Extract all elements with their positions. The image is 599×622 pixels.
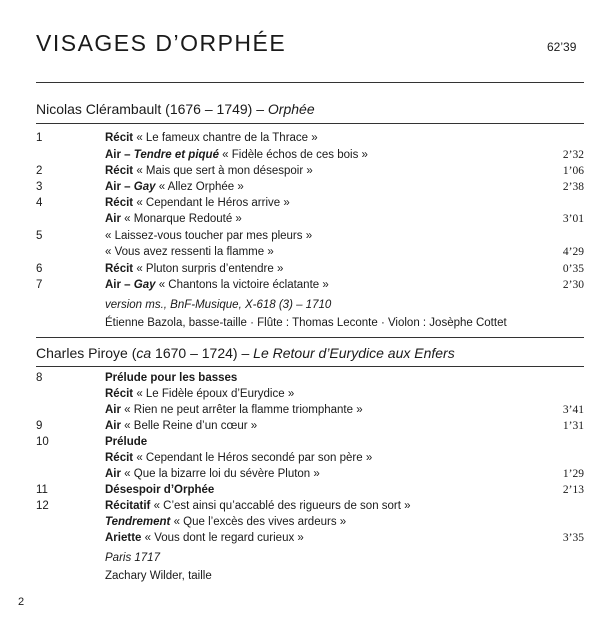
source-note: version ms., BnF-Musique, X-618 (3) – 1710 bbox=[105, 299, 332, 311]
track-number: 8 bbox=[36, 372, 43, 384]
section2-divider bbox=[36, 366, 584, 367]
track-number: 6 bbox=[36, 263, 43, 275]
track-line: Air « Monarque Redouté » bbox=[105, 213, 242, 225]
track-line: Air « Belle Reine d’un cœur » bbox=[105, 420, 258, 432]
track-line: Prélude bbox=[105, 436, 148, 448]
track-duration: 4’29 bbox=[562, 246, 584, 258]
track-line: Air – Gay « Allez Orphée » bbox=[105, 181, 244, 193]
track-line: Récit « Le fameux chantre de la Thrace » bbox=[105, 132, 318, 144]
track-line: Désespoir d’Orphée bbox=[105, 484, 215, 496]
work-title: Orphée bbox=[267, 101, 315, 117]
track-line: Récit « Mais que sert à mon désespoir » bbox=[105, 165, 313, 177]
track-duration: 3’41 bbox=[562, 404, 584, 416]
section1-heading: Nicolas Clérambault (1676 – 1749) – Orphée bbox=[36, 101, 315, 117]
track-duration: 1’31 bbox=[562, 420, 584, 432]
track-line: Ariette « Vous dont le regard curieux » bbox=[105, 532, 304, 544]
track-line: Air « Rien ne peut arrêter la flamme triomphante » bbox=[105, 404, 363, 416]
track-line: Récit « Le Fidèle époux d’Eurydice » bbox=[105, 388, 295, 400]
section1-divider bbox=[36, 123, 584, 124]
track-line: « Laissez-vous toucher par mes pleurs » bbox=[105, 230, 313, 242]
track-number: 12 bbox=[36, 500, 49, 512]
track-duration: 1’06 bbox=[562, 165, 584, 177]
track-duration: 0’35 bbox=[562, 263, 584, 275]
track-duration: 2’32 bbox=[562, 149, 584, 161]
section2-heading: Charles Piroye (ca 1670 – 1724) – Le Retour d’Eurydice aux Enfers bbox=[36, 345, 455, 361]
track-number: 9 bbox=[36, 420, 43, 432]
track-line: Air – Gay « Chantons la victoire éclatante » bbox=[105, 279, 329, 291]
track-line: Prélude pour les basses bbox=[105, 372, 238, 384]
track-line: Air – Tendre et piqué « Fidèle échos de ces bois » bbox=[105, 149, 368, 161]
source-note: Paris 1717 bbox=[105, 552, 160, 564]
track-duration: 2’38 bbox=[562, 181, 584, 193]
track-line: Récitatif « C’est ainsi qu’accablé des rigueurs de son sort » bbox=[105, 500, 411, 512]
section2-top-divider bbox=[36, 337, 584, 338]
track-number: 1 bbox=[36, 132, 43, 144]
composer-name: Nicolas Clérambault (1676 – 1749) bbox=[36, 101, 253, 117]
track-duration: 3’01 bbox=[562, 213, 584, 225]
track-line: Récit « Cependant le Héros secondé par son père » bbox=[105, 452, 373, 464]
track-duration: 2’13 bbox=[562, 484, 584, 496]
track-number: 5 bbox=[36, 230, 43, 242]
track-number: 7 bbox=[36, 279, 43, 291]
performers: Étienne Bazola, basse-taille · Flûte : Thomas Leconte · Violon : Josèphe Cottet bbox=[105, 317, 507, 329]
track-line: Tendrement « Que l’excès des vives ardeurs » bbox=[105, 516, 347, 528]
track-line: « Vous avez ressenti la flamme » bbox=[105, 246, 274, 258]
track-number: 11 bbox=[36, 484, 48, 496]
track-line: Récit « Cependant le Héros arrive » bbox=[105, 197, 290, 209]
page-number: 2 bbox=[18, 596, 25, 608]
total-duration: 62’39 bbox=[547, 40, 577, 54]
track-number: 4 bbox=[36, 197, 43, 209]
work-title: Le Retour d’Eurydice aux Enfers bbox=[253, 345, 455, 361]
track-line: Récit « Pluton surpris d’entendre » bbox=[105, 263, 284, 275]
page-title: VISAGES D’ORPHÉE bbox=[36, 30, 287, 56]
track-line: Air « Que la bizarre loi du sévère Pluton » bbox=[105, 468, 320, 480]
track-number: 2 bbox=[36, 165, 43, 177]
track-number: 3 bbox=[36, 181, 43, 193]
track-duration: 2’30 bbox=[562, 279, 584, 291]
performers: Zachary Wilder, taille bbox=[105, 570, 212, 582]
track-duration: 3’35 bbox=[562, 532, 584, 544]
header-divider bbox=[36, 82, 584, 83]
track-number: 10 bbox=[36, 436, 49, 448]
track-duration: 1’29 bbox=[562, 468, 584, 480]
